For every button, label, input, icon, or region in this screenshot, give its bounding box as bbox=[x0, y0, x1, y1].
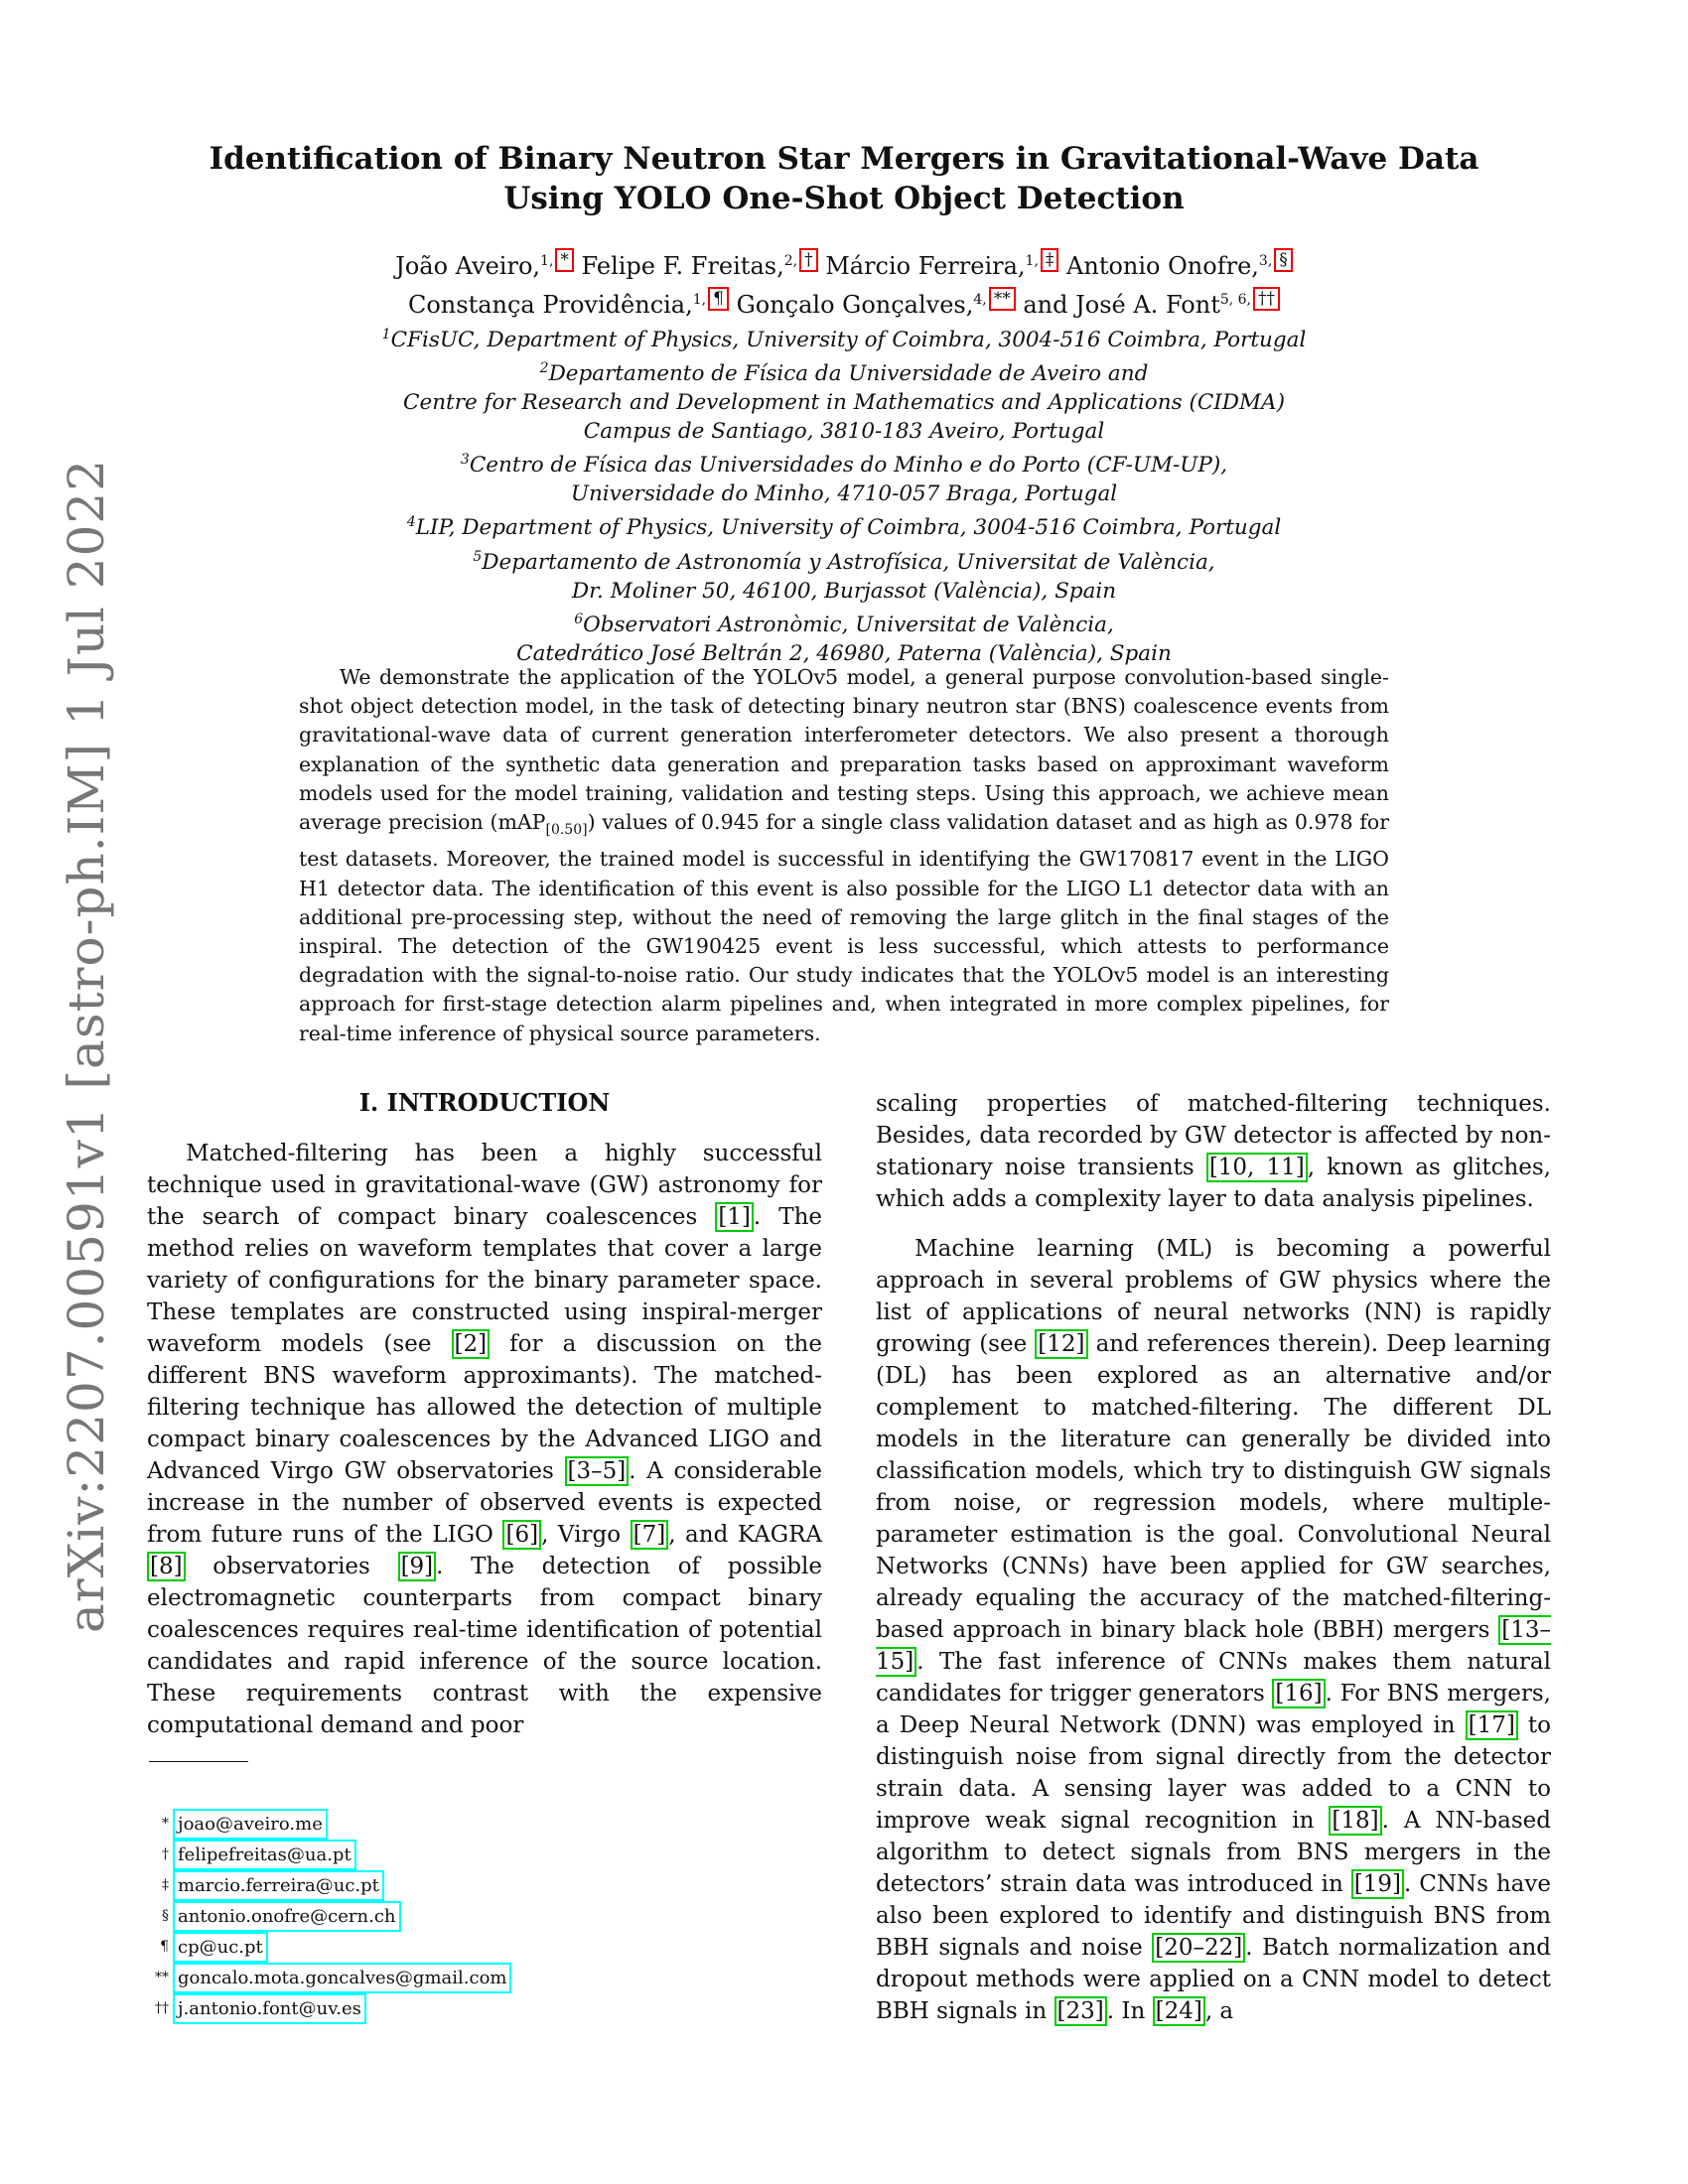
affil-text: Departamento de Física da Universidade de Aveiro and bbox=[548, 361, 1149, 387]
abstract-subscript: [0.50] bbox=[545, 822, 588, 839]
footnote-link[interactable]: ‡ bbox=[1041, 248, 1059, 272]
body-text: . In bbox=[1106, 1998, 1153, 2024]
affil-text: Centre for Research and Development in Mathematics and Applications (CIDMA) bbox=[403, 390, 1285, 416]
paper-title bbox=[199, 139, 1489, 218]
affil-number: 3 bbox=[460, 452, 470, 469]
author-affil: 1, bbox=[540, 253, 554, 269]
author-name: Felipe F. Freitas, bbox=[581, 252, 784, 280]
footnote-link[interactable]: § bbox=[1274, 248, 1293, 272]
author-name: Márcio Ferreira, bbox=[825, 252, 1026, 280]
footnote-link[interactable]: ¶ bbox=[708, 287, 729, 311]
body-text: . The detection of possible electromagnetic counterparts from compact binary coalescences requires real-time identification of potential candidates and rapid inference of the source location. These requirements contrast with the expensive computational demand and poor bbox=[147, 1554, 822, 1738]
email-link[interactable]: goncalo.mota.goncalves@gmail.com bbox=[173, 1963, 511, 1993]
footnote-symbol: † bbox=[162, 1846, 169, 1862]
author-name: Antonio Onofre, bbox=[1066, 252, 1259, 280]
affil-number: 5 bbox=[473, 548, 483, 565]
body-text: . Batch normalization and dropout methods were applied on a CNN model to detect BBH signals in bbox=[876, 1935, 1551, 2024]
citation-link[interactable]: [9] bbox=[398, 1552, 437, 1581]
citation-link[interactable]: [6] bbox=[502, 1520, 541, 1550]
citation-link[interactable]: [1] bbox=[715, 1202, 754, 1232]
abstract-text: We demonstrate the application of the YOLOv5 model, a general purpose convolution-based single-shot object detection model, in the task of detecting binary neutron star (BNS) coalescence events from gravitational-wave data of current generation interferometer detectors. We also present a thorough explanation of the synthetic data generation and preparation tasks based on approximant waveform models used for the model training, validation and testing steps. Using this approach, we achieve mean average precision (mAP bbox=[299, 665, 1389, 835]
citation-link[interactable]: [10, 11] bbox=[1206, 1153, 1308, 1182]
body-text: to distinguish noise from signal directly from the detector strain data. A sensing layer was added to a CNN to improve weak signal recognition in bbox=[876, 1712, 1551, 1834]
affiliation-line bbox=[199, 606, 1489, 639]
author-name: João Aveiro, bbox=[395, 252, 541, 280]
author-name: Gonçalo Gonçalves, bbox=[736, 291, 974, 319]
footnote-item bbox=[147, 1993, 743, 2024]
author-name: Constança Providência, bbox=[407, 291, 693, 319]
section-heading: I. INTRODUCTION bbox=[358, 1088, 611, 1117]
body-text: . The method relies on waveform templates that cover a large variety of configurations for the binary parameter space. These templates are constructed using inspiral-merger waveform models (see bbox=[147, 1204, 822, 1357]
affil-number: 1 bbox=[381, 327, 391, 342]
abstract-text: ) values of 0.945 for a single class validation dataset and as high as 0.978 for test datasets. Moreover, the trained model is successful in identifying the GW170817 event in the LIGO H1 detector data. The identification of this event is also possible for the LIGO L1 detector data with an additional pre-processing step, without the need of removing the large glitch in the final stages of the inspiral. The detection of the GW190425 event is less successful, which attests to performance degradation with the signal-to-noise ratio. Our study indicates that the YOLOv5 model is an interesting approach for first-stage detection alarm pipelines and, when integrated in more complex pipelines, for real-time inference of physical source parameters. bbox=[299, 810, 1389, 1045]
footnote-item bbox=[147, 1963, 743, 1993]
body-text: and references therein). Deep learning (DL) has been explored as an alternative and/or complement to matched-filtering. The different DL models in the literature can generally be divided into classification models, which try to distinguish GW signals from noise, or regression models, where multiple-parameter estimation is the goal. Convolutional Neural Networks (CNNs) have been applied for GW searches, already equaling the accuracy of the matched-filtering-based approach in binary black hole (BBH) mergers bbox=[876, 1331, 1552, 1643]
body-text: Machine learning (ML) is becoming a powerful approach in several problems of GW physics where the list of applications of neural networks (NN) is rapidly growing (see bbox=[876, 1236, 1551, 1357]
affil-text: Campus de Santiago, 3810-183 Aveiro, Portugal bbox=[583, 419, 1105, 445]
affiliation-line bbox=[199, 508, 1489, 542]
citation-link[interactable]: [7] bbox=[631, 1520, 669, 1550]
affiliation-list bbox=[199, 321, 1489, 668]
body-text: observatories bbox=[185, 1554, 398, 1579]
email-link[interactable]: marcio.ferreira@uc.pt bbox=[173, 1870, 384, 1901]
footnotes bbox=[147, 1809, 743, 2024]
body-text: , known as glitches, which adds a complexity layer to data analysis pipelines. bbox=[876, 1155, 1551, 1212]
body-text: . For BNS mergers, a Deep Neural Network (DNN) was employed in bbox=[876, 1681, 1551, 1738]
affil-number: 2 bbox=[539, 360, 549, 377]
citation-link[interactable]: [12] bbox=[1035, 1329, 1087, 1359]
affiliation-line bbox=[199, 354, 1489, 388]
affiliation-line bbox=[199, 479, 1489, 508]
email-link[interactable]: j.antonio.font@uv.es bbox=[173, 1993, 366, 2024]
author-affil: 5, 6, bbox=[1219, 292, 1252, 308]
body-text: . CNNs have also been explored to identify and distinguish BNS from BBH signals and noise bbox=[876, 1871, 1551, 1961]
affiliation-line bbox=[199, 388, 1489, 417]
affiliation-line bbox=[199, 577, 1489, 606]
body-text: . The fast inference of CNNs makes them natural candidates for trigger generators bbox=[876, 1649, 1551, 1706]
author-name: and José A. Font bbox=[1023, 291, 1220, 319]
footnote-item bbox=[147, 1840, 743, 1870]
body-text: . A considerable increase in the number of observed events is expected from future runs of the LIGO bbox=[147, 1458, 822, 1548]
left-column bbox=[147, 1138, 822, 1741]
citation-link[interactable]: [16] bbox=[1272, 1679, 1325, 1708]
affil-text: CFisUC, Department of Physics, University of Coimbra, 3004-516 Coimbra, Portugal bbox=[390, 328, 1307, 353]
citation-link[interactable]: [13–15] bbox=[876, 1617, 1551, 1675]
author-list bbox=[199, 244, 1489, 322]
body-text: , Virgo bbox=[541, 1522, 631, 1548]
abstract bbox=[299, 663, 1389, 1048]
body-text: for a discussion on the different BNS waveform approximants). The matched-filtering technique has allowed the detection of multiple compact binary coalescences by the Advanced LIGO and Advanced Virgo GW observatories bbox=[147, 1331, 822, 1484]
affil-text: Centro de Física das Universidades do Minho e do Porto (CF-UM-UP), bbox=[469, 453, 1228, 478]
author-affil: 3, bbox=[1258, 253, 1273, 269]
body-text: , and KAGRA bbox=[668, 1522, 822, 1548]
footnote-item bbox=[147, 1870, 743, 1901]
email-link[interactable]: felipefreitas@ua.pt bbox=[173, 1840, 356, 1870]
body-text: scaling properties of matched-filtering techniques. Besides, data recorded by GW detector is affected by non-stationary noise transients bbox=[876, 1091, 1551, 1180]
citation-link[interactable]: [24] bbox=[1153, 1996, 1205, 2026]
affil-text: LIP, Department of Physics, University of Coimbra, 3004-516 Coimbra, Portugal bbox=[415, 515, 1282, 541]
footnote-link[interactable]: †† bbox=[1253, 287, 1280, 311]
citation-link[interactable]: [18] bbox=[1329, 1806, 1381, 1836]
title-line-2: Using YOLO One-Shot Object Detection bbox=[503, 181, 1185, 216]
email-link[interactable]: antonio.onofre@cern.ch bbox=[173, 1901, 401, 1932]
footnote-rule bbox=[149, 1761, 248, 1762]
citation-link[interactable]: [8] bbox=[147, 1552, 186, 1581]
footnote-symbol: * bbox=[162, 1816, 169, 1832]
citation-link[interactable]: [17] bbox=[1466, 1710, 1518, 1740]
footnote-symbol: ** bbox=[155, 1970, 169, 1985]
footnote-symbol: †† bbox=[155, 2000, 169, 2016]
citation-link[interactable]: [23] bbox=[1055, 1996, 1107, 2026]
affil-text: Observatori Astronòmic, Universitat de València, bbox=[583, 612, 1114, 637]
footnote-link[interactable]: ** bbox=[989, 287, 1016, 311]
email-link[interactable]: joao@aveiro.me bbox=[173, 1809, 328, 1840]
title-line-1: Identification of Binary Neutron Star Mergers in Gravitational-Wave Data bbox=[209, 141, 1479, 177]
author-affil: 2, bbox=[783, 253, 798, 269]
affil-number: 6 bbox=[574, 611, 584, 627]
affiliation-line bbox=[199, 417, 1489, 446]
body-text: , a bbox=[1204, 1998, 1234, 2024]
author-affil: 1, bbox=[692, 292, 707, 308]
affiliation-line bbox=[199, 446, 1489, 479]
footnote-item bbox=[147, 1809, 743, 1840]
arxiv-sidebar-id: arXiv:2207.00591v1 [astro-ph.IM] 1 Jul 2022 bbox=[58, 458, 115, 1633]
citation-link[interactable]: [3–5] bbox=[565, 1456, 630, 1486]
right-column bbox=[876, 1088, 1551, 2027]
author-affil: 1, bbox=[1025, 253, 1039, 269]
body-text: Matched-filtering has been a highly successful technique used in gravitational-wave (GW) astronomy for the search of compact binary coalescences bbox=[147, 1141, 822, 1230]
body-text: . A NN-based algorithm to detect signals from BNS mergers in the detectors’ strain data was introduced in bbox=[876, 1808, 1551, 1897]
footnote-item bbox=[147, 1901, 743, 1932]
footnote-symbol: ¶ bbox=[160, 1939, 169, 1955]
affil-text: Departamento de Astronomía y Astrofísica, Universitat de València, bbox=[482, 549, 1215, 575]
author-affil: 4, bbox=[973, 292, 987, 308]
footnote-symbol: § bbox=[162, 1908, 169, 1924]
footnote-symbol: ‡ bbox=[162, 1877, 169, 1893]
citation-link[interactable]: [2] bbox=[452, 1329, 491, 1359]
affiliation-line bbox=[199, 321, 1489, 354]
affiliation-line bbox=[199, 543, 1489, 577]
affil-text: Universidade do Minho, 4710-057 Braga, Portugal bbox=[570, 481, 1118, 507]
affil-number: 4 bbox=[406, 514, 416, 531]
affil-text: Dr. Moliner 50, 46100, Burjassot (València), Spain bbox=[571, 578, 1117, 604]
citation-link[interactable]: [19] bbox=[1351, 1869, 1404, 1899]
footnote-link[interactable]: * bbox=[555, 248, 574, 272]
citation-link[interactable]: [20–22] bbox=[1152, 1933, 1245, 1963]
footnote-item bbox=[147, 1932, 743, 1963]
footnote-link[interactable]: † bbox=[799, 248, 818, 272]
email-link[interactable]: cp@uc.pt bbox=[173, 1932, 268, 1963]
affil-text: Catedrático José Beltrán 2, 46980, Paterna (València), Spain bbox=[516, 640, 1172, 666]
